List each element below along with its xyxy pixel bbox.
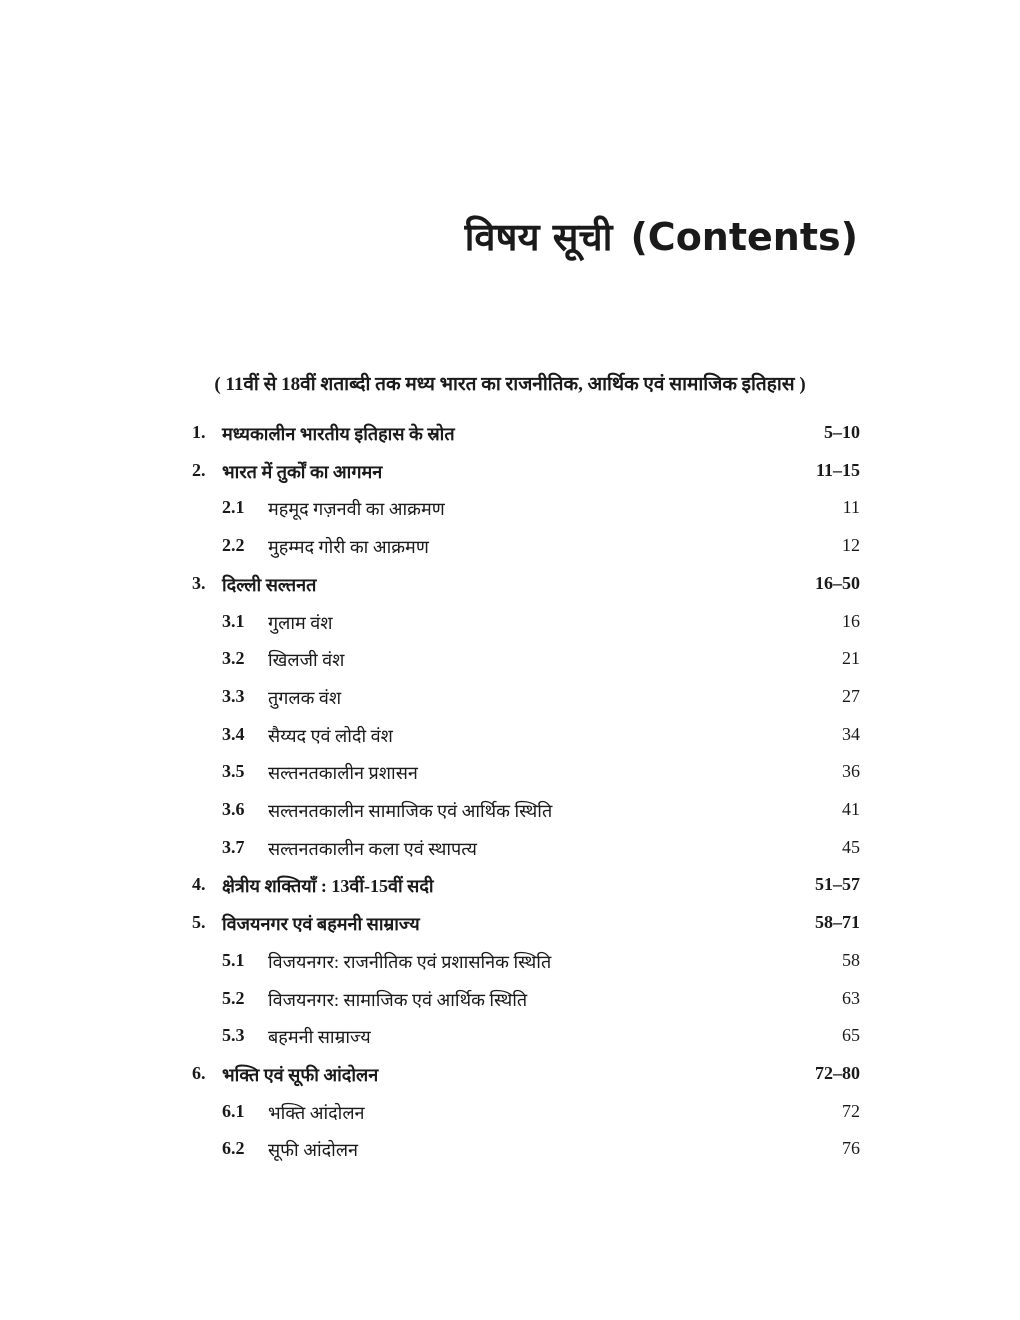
entry-page: 72–80 bbox=[815, 1062, 860, 1083]
entry-title: दिल्ली सल्तनत bbox=[222, 574, 317, 595]
entry-page: 11–15 bbox=[815, 459, 860, 480]
entry-number: 3.6 bbox=[222, 799, 245, 819]
entry-number: 3.3 bbox=[222, 685, 245, 706]
entry-number: 3.5 bbox=[222, 761, 245, 782]
entry-title: मुहम्मद गोरी का आक्रमण bbox=[268, 537, 429, 558]
entry-number: 6. bbox=[192, 1062, 206, 1083]
entry-page: 16–50 bbox=[815, 572, 860, 593]
entry-number: 5.1 bbox=[222, 949, 245, 970]
entry-page: 65 bbox=[842, 1025, 860, 1046]
entry-page: 12 bbox=[842, 535, 860, 556]
entry-title: मध्यकालीन भारतीय इतिहास के स्रोत bbox=[222, 424, 455, 444]
entry-title: भारत में तुर्कों का आगमन bbox=[222, 461, 383, 482]
entry-page: 72 bbox=[842, 1100, 860, 1121]
page-title bbox=[465, 210, 858, 262]
entry-number: 5.2 bbox=[222, 987, 245, 1008]
entry-number: 3.7 bbox=[222, 836, 245, 857]
entry-number: 6.1 bbox=[222, 1100, 245, 1121]
entry-number: 5. bbox=[192, 912, 206, 933]
entry-page: 45 bbox=[842, 836, 860, 857]
title-hindi: विषय सूची bbox=[464, 215, 613, 259]
entry-title: विजयनगर एवं बहमनी साम्राज्य bbox=[222, 914, 420, 935]
toc-section[interactable] bbox=[0, 1025, 1020, 1055]
toc-chapter[interactable] bbox=[0, 1063, 1020, 1093]
entry-title: सैय्यद एवं लोदी वंश bbox=[268, 725, 393, 746]
entry-page: 36 bbox=[842, 761, 860, 782]
toc-chapter[interactable] bbox=[0, 573, 1020, 603]
toc-section[interactable] bbox=[0, 1101, 1020, 1131]
toc-section[interactable] bbox=[0, 497, 1020, 527]
entry-title: गुलाम वंश bbox=[268, 612, 333, 633]
toc-section[interactable] bbox=[0, 837, 1020, 867]
entry-page: 34 bbox=[842, 723, 860, 744]
entry-number: 1. bbox=[192, 422, 206, 442]
entry-title: महमूद गज़नवी का आक्रमण bbox=[268, 499, 445, 520]
entry-title: तुगलक वंश bbox=[268, 687, 342, 708]
title-english: (Contents) bbox=[630, 215, 858, 259]
toc-section[interactable] bbox=[0, 988, 1020, 1018]
entry-title: क्षेत्रीय शक्तियाँ : 13वीं-15वीं सदी bbox=[222, 876, 434, 897]
entry-number: 2. bbox=[192, 459, 206, 480]
entry-page: 16 bbox=[842, 610, 860, 631]
toc-section[interactable] bbox=[0, 611, 1020, 641]
entry-number: 3. bbox=[192, 572, 206, 593]
entry-title: बहमनी साम्राज्य bbox=[268, 1027, 371, 1048]
entry-page: 58–71 bbox=[815, 912, 860, 933]
entry-title: विजयनगर: सामाजिक एवं आर्थिक स्थिति bbox=[268, 989, 528, 1010]
entry-page: 21 bbox=[842, 648, 860, 669]
toc-section[interactable] bbox=[0, 535, 1020, 565]
toc-section[interactable] bbox=[0, 648, 1020, 678]
entry-number: 6.2 bbox=[222, 1138, 245, 1159]
toc-section[interactable] bbox=[0, 799, 1020, 829]
entry-page: 58 bbox=[842, 949, 860, 970]
entry-page: 27 bbox=[842, 685, 860, 706]
subtitle: ( 11वीं से 18वीं शताब्दी तक मध्य भारत का राजनीतिक, आर्थिक एवं सामाजिक इतिहास ) bbox=[214, 374, 806, 395]
entry-number: 2.1 bbox=[222, 497, 245, 518]
entry-number: 5.3 bbox=[222, 1025, 245, 1046]
entry-page: 63 bbox=[842, 987, 860, 1008]
entry-title: भक्ति एवं सूफी आंदोलन bbox=[222, 1064, 379, 1085]
entry-title: खिलजी वंश bbox=[268, 650, 345, 671]
entry-number: 4. bbox=[192, 874, 206, 895]
toc-section[interactable] bbox=[0, 761, 1020, 791]
entry-number: 3.4 bbox=[222, 723, 245, 744]
toc-section[interactable] bbox=[0, 724, 1020, 754]
entry-title: सल्तनतकालीन सामाजिक एवं आर्थिक स्थिति bbox=[268, 801, 553, 821]
entry-title: भक्ति आंदोलन bbox=[268, 1102, 365, 1123]
entry-page: 5–10 bbox=[824, 422, 860, 442]
toc-chapter[interactable] bbox=[0, 422, 1020, 452]
entry-page: 76 bbox=[842, 1138, 860, 1159]
entry-title: सूफी आंदोलन bbox=[268, 1140, 359, 1161]
entry-number: 3.1 bbox=[222, 610, 245, 631]
toc-chapter[interactable] bbox=[0, 460, 1020, 490]
toc-chapter[interactable] bbox=[0, 874, 1020, 904]
entry-number: 3.2 bbox=[222, 648, 245, 669]
entry-page: 51–57 bbox=[815, 874, 860, 895]
entry-title: विजयनगर: राजनीतिक एवं प्रशासनिक स्थिति bbox=[268, 951, 552, 972]
toc-section[interactable] bbox=[0, 686, 1020, 716]
entry-title: सल्तनतकालीन कला एवं स्थापत्य bbox=[268, 838, 477, 859]
toc-section[interactable] bbox=[0, 950, 1020, 980]
entry-page: 11 bbox=[842, 497, 860, 518]
entry-page: 41 bbox=[842, 799, 860, 819]
toc-chapter[interactable] bbox=[0, 912, 1020, 942]
entry-number: 2.2 bbox=[222, 535, 245, 556]
toc-section[interactable] bbox=[0, 1138, 1020, 1168]
entry-title: सल्तनतकालीन प्रशासन bbox=[268, 763, 418, 784]
